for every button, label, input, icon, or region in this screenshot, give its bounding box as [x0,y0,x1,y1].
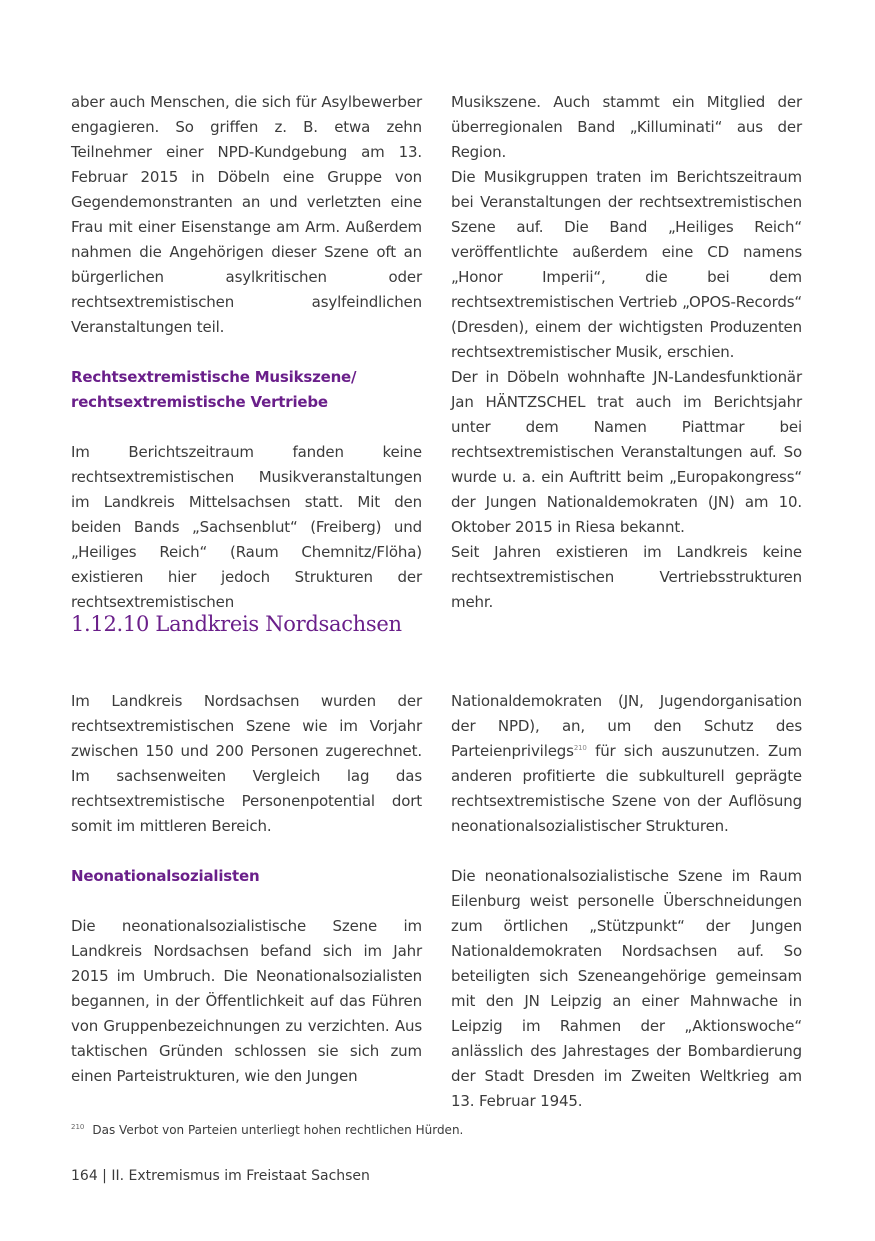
paragraph: Im Berichtszeitraum fanden keine rechtsextremistischen Musikveranstaltungen im Landkreis Mittelsachsen statt. Mit den beiden Bands „Sachsenblut“ (Freiberg) und „Heiliges Reich“ (Raum Chemnitz/Flöha) existieren hier jedoch Strukturen der rechtsextremistischen [71,443,422,611]
paragraph: Seit Jahren existieren im Landkreis keine rechtsextremistischen Vertriebsstrukturen mehr. [451,543,802,611]
page-footer: 164 | II. Extremismus im Freistaat Sachsen [71,1168,370,1184]
bottom-right-column [451,689,802,1114]
paragraph-part: Nationaldemokraten (JN, Jugendorganisation der NPD), an, um den Schutz des Parteienprivilegs [451,692,802,760]
footnote [71,1118,463,1139]
paragraph: Die Musikgruppen traten im Berichtszeitraum bei Veranstaltungen der rechtsextremistischen Szene auf. Die Band „Heiliges Reich“ veröffentlichte außerdem eine CD namens „Honor Imperii“, die bei dem rechtsextremistischen Vertrieb „OPOS-Records“ (Dresden), einem der wichtigsten Produzenten rechtsextremistischer Musik, erschien. [451,168,802,361]
top-left-column [71,90,422,615]
footnote-reference[interactable]: 210 [573,744,587,752]
subheading: Rechtsextremistische Musikszene/ rechtsextremistische Vertriebe [71,368,357,411]
paragraph-part: für sich auszunutzen. Zum anderen profitierte die subkulturell geprägte rechtsextremistische Szene von der Auflösung neonationalsozialistischer Strukturen. [451,742,802,835]
subheading: Neonationalsozialisten [71,867,260,885]
top-right-column [451,90,802,615]
footnote-text: Das Verbot von Parteien unterliegt hohen rechtlichen Hürden. [92,1123,464,1137]
paragraph: aber auch Menschen, die sich für Asylbewerber engagieren. So griffen z. B. etwa zehn Teilnehmer einer NPD-Kundgebung am 13. Februar 2015 in Döbeln eine Gruppe von Gegendemonstranten an und verletzten eine Frau mit einer Eisenstange am Arm. Außerdem nahmen die Angehörigen dieser Szene oft an bürgerlichen asylkritischen oder rechtsextremistischen asylfeindlichen Veranstaltungen teil. [71,93,422,336]
paragraph [451,689,802,839]
paragraph: Die neonationalsozialistische Szene im Raum Eilenburg weist personelle Überschneidungen zum örtlichen „Stützpunkt“ der Jungen Nationaldemokraten Nordsachsen auf. So beteiligten sich Szeneangehörige gemeinsam mit den JN Leipzig an einer Mahnwache in Leipzig im Rahmen der „Aktionswoche“ anlässlich des Jahrestages der Bombardierung der Stadt Dresden im Zweiten Weltkrieg am 13. Februar 1945. [451,867,802,1110]
section-title: 1.12.10 Landkreis Nordsachsen [71,612,402,636]
paragraph: Im Landkreis Nordsachsen wurden der rechtsextremistischen Szene wie im Vorjahr zwischen 150 und 200 Personen zugerechnet. Im sachsenweiten Vergleich lag das rechtsextremistische Personenpotential dort somit im mittleren Bereich. [71,692,422,835]
paragraph: Der in Döbeln wohnhafte JN-Landesfunktionär Jan HÄNTZSCHEL trat auch im Berichtsjahr unter dem Namen Piattmar bei rechtsextremistischen Veranstaltungen auf. So wurde u. a. ein Auftritt beim „Europakongress“ der Jungen Nationaldemokraten (JN) am 10. Oktober 2015 in Riesa bekannt. [451,368,802,536]
footnote-number: 210 [71,1123,85,1131]
paragraph: Musikszene. Auch stammt ein Mitglied der überregionalen Band „Killuminati“ aus der Region. [451,93,802,161]
bottom-left-column [71,689,422,1089]
paragraph: Die neonationalsozialistische Szene im Landkreis Nordsachsen befand sich im Jahr 2015 im Umbruch. Die Neonationalsozialisten begannen, in der Öffentlichkeit auf das Führen von Gruppenbezeichnungen zu verzichten. Aus taktischen Gründen schlossen sie sich zum einen Parteistrukturen, wie den Jungen [71,917,422,1085]
